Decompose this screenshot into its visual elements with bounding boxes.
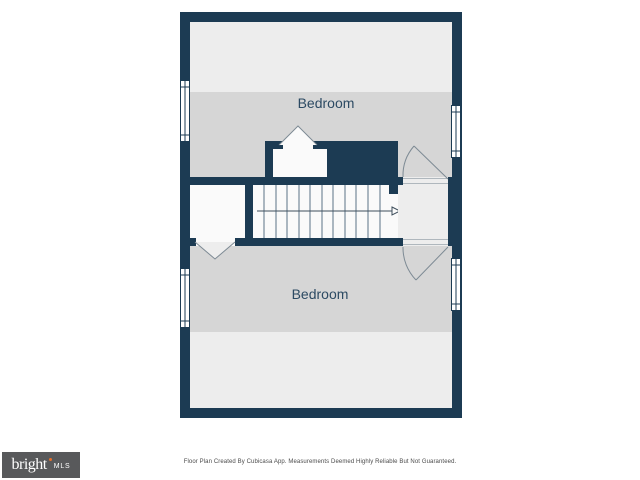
landing-floor [398,185,448,238]
solid-wall-mass [333,141,398,185]
bedroom-top-label: Bedroom [297,95,355,111]
disclaimer-text: Floor Plan Created By Cubicasa App. Measurements Deemed Highly Reliable But Not Guaranteed. [183,459,457,465]
window-left-bottom [181,269,190,328]
wall-landing-right [448,177,462,246]
wall-stair-top-left [190,177,267,185]
staircase [253,185,400,238]
closet-left-interior [190,185,245,238]
window-left-top [181,81,190,142]
closet-left-wall [245,185,253,238]
closet-top-interior [273,149,327,177]
bright-mls-logo [2,452,80,478]
bedroom-bottom-label: Bedroom [291,286,349,302]
window-right-top [452,106,461,158]
wall-stair-bottom [235,238,403,246]
logo-suffix-text: MLS [53,463,71,470]
logo-brand-text: bright [11,456,47,473]
stair-corner-notch [389,185,398,194]
window-right-bottom [452,259,461,311]
